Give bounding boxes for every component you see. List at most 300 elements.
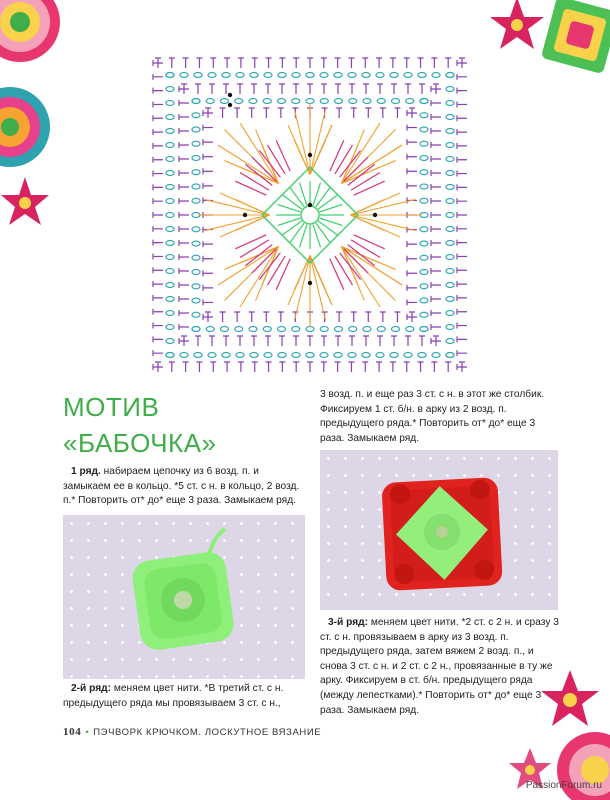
chart-fan-stitch <box>294 109 310 174</box>
chart-stitch-symbol <box>192 284 200 289</box>
chart-stitch-symbol <box>279 336 285 346</box>
row3-label: 3-й ряд: <box>328 617 369 628</box>
chart-stitch-symbol <box>263 99 271 104</box>
row1-label: 1 ряд. <box>71 466 101 477</box>
chart-stitch-symbol <box>166 353 174 358</box>
chart-stitch-symbol <box>169 362 175 372</box>
chart-stitch-symbol <box>179 268 189 274</box>
chart-stitch-symbol <box>234 312 240 322</box>
chart-stitch-symbol <box>320 99 328 104</box>
chart-stitch-symbol <box>406 327 414 332</box>
chart-stitch-symbol <box>349 99 357 104</box>
chart-stitch-symbol <box>196 362 202 372</box>
chart-stitch-symbol <box>307 362 313 372</box>
chart-stitch-symbol <box>166 87 174 92</box>
chart-stitch-symbol <box>420 312 428 317</box>
chart-stitch-symbol <box>407 154 417 160</box>
chart-stitch-symbol <box>306 327 314 332</box>
chart-stitch-symbol <box>394 108 400 118</box>
chart-stitch-symbol <box>404 73 412 78</box>
chart-stitch-symbol <box>237 336 243 346</box>
chart-stitch-symbol <box>223 84 229 94</box>
chart-stitch-symbol <box>431 142 441 148</box>
chart-stitch-symbol <box>392 327 400 332</box>
chart-stitch-symbol <box>349 84 355 94</box>
row1-instructions <box>63 465 305 509</box>
chart-stitch-symbol <box>457 323 467 329</box>
chart-stitch-symbol <box>431 310 441 316</box>
chart-stitch-symbol <box>306 99 314 104</box>
chart-stitch-symbol <box>292 327 300 332</box>
chart-stitch-symbol <box>166 73 174 78</box>
row2-text: меняем цвет нити. *В третий ст. с н. предыдущего ряда мы провязываем 3 ст. с н., <box>63 683 284 709</box>
watermark: PassionForum.ru <box>525 780 602 791</box>
chart-stitch-symbol <box>208 353 216 358</box>
chart-stitch-symbol <box>320 73 328 78</box>
chart-stitch-symbol <box>407 125 417 131</box>
chart-stitch-symbol <box>363 327 371 332</box>
chart-stitch-symbol <box>377 99 385 104</box>
chart-start-dot <box>308 203 312 207</box>
chart-stitch-symbol <box>293 362 299 372</box>
chart-stitch-symbol <box>446 157 454 162</box>
chart-stitch-symbol <box>420 141 428 146</box>
chart-stitch-symbol <box>153 253 163 259</box>
chart-stitch-symbol <box>179 296 189 302</box>
chart-stitch-symbol <box>195 336 201 346</box>
chart-stitch-symbol <box>446 115 454 120</box>
chart-stitch-symbol <box>457 74 467 80</box>
chart-stitch-symbol <box>377 327 385 332</box>
chart-stitch-symbol <box>407 183 417 189</box>
chart-stitch-symbol <box>222 73 230 78</box>
chart-stitch-symbol <box>166 157 174 162</box>
chart-stitch-symbol <box>348 73 356 78</box>
chart-stitch-symbol <box>457 267 467 273</box>
chart-stitch-symbol <box>306 73 314 78</box>
chart-stitch-symbol <box>203 256 213 262</box>
chart-stitch-symbol <box>179 254 189 260</box>
motif-title-line1: МОТИВ <box>63 392 160 422</box>
chart-stitch-symbol <box>407 139 417 145</box>
chart-stitch-symbol <box>432 73 440 78</box>
page-footer <box>63 726 321 738</box>
chart-stitch-symbol <box>153 336 163 342</box>
chart-stitch-symbol <box>192 127 200 132</box>
chart-stitch-symbol <box>431 254 441 260</box>
chart-stitch-symbol <box>420 156 428 161</box>
chart-stitch-symbol <box>457 240 467 246</box>
chart-stitch-symbol <box>376 73 384 78</box>
chart-stitch-symbol <box>420 99 428 104</box>
chart-stitch-symbol <box>153 350 163 356</box>
chart-petal-stitch <box>235 181 266 195</box>
chart-stitch-symbol <box>266 362 272 372</box>
chart-stitch-symbol <box>192 113 200 118</box>
chart-stitch-symbol <box>363 99 371 104</box>
chart-stitch-symbol <box>418 58 424 68</box>
chart-stitch-symbol <box>363 336 369 346</box>
chart-stitch-symbol <box>179 310 189 316</box>
chart-stitch-symbol <box>321 84 327 94</box>
row3-text: меняем цвет нити. *2 ст. с 2 н. и сразу 3 ст. с н. провязываем в арку из 3 возд. п. предыдущего ряда, затем вяжем 2 возд. п., и снова 3 ст. с н. и 2 ст. с 2 н., провязанные в ту же арку. Фиксируем в ст. б/н. предыдущего ряда (между лепестками).* Повторить от* до* еще 3 раза. Замыкаем ряд. <box>320 617 559 716</box>
chart-stitch-symbol <box>203 285 213 291</box>
chart-stitch-symbol <box>431 362 437 372</box>
chart-stitch-symbol <box>194 353 202 358</box>
chart-stitch-symbol <box>307 84 313 94</box>
chart-stitch-symbol <box>196 58 202 68</box>
chart-stitch-symbol <box>293 336 299 346</box>
chart-stitch-symbol <box>446 199 454 204</box>
chart-stitch-symbol <box>192 99 200 104</box>
chart-stitch-symbol <box>321 336 327 346</box>
chart-stitch-symbol <box>278 353 286 358</box>
chart-stitch-symbol <box>380 108 386 118</box>
chart-stitch-symbol <box>263 327 271 332</box>
chart-stitch-symbol <box>407 299 417 305</box>
chart-stitch-symbol <box>420 284 428 289</box>
chart-stitch-symbol <box>394 312 400 322</box>
chart-petal-stitch <box>354 181 385 195</box>
chart-stitch-symbol <box>391 84 397 94</box>
chart-start-dot <box>373 213 377 217</box>
chart-stitch-symbol <box>336 312 342 322</box>
chart-stitch-symbol <box>179 282 189 288</box>
chart-stitch-symbol <box>446 297 454 302</box>
chart-fan-stitch <box>310 109 326 174</box>
chart-stitch-symbol <box>457 157 467 163</box>
chart-stitch-symbol <box>250 353 258 358</box>
chart-stitch-symbol <box>153 101 163 107</box>
chart-stitch-symbol <box>457 253 467 259</box>
chart-fan-stitch <box>310 256 332 306</box>
chart-stitch-symbol <box>446 185 454 190</box>
chart-stitch-symbol <box>457 171 467 177</box>
chart-stitch-symbol <box>203 168 213 174</box>
chart-stitch-symbol <box>153 323 163 329</box>
decorative-flower-left-small <box>0 165 55 240</box>
chart-stitch-symbol <box>407 285 417 291</box>
decorative-flower-top-left <box>0 0 80 90</box>
chart-stitch-symbol <box>153 171 163 177</box>
chart-stitch-symbol <box>278 73 286 78</box>
chart-stitch-symbol <box>376 58 382 68</box>
chart-stitch-symbol <box>153 74 163 80</box>
decorative-flower-top-right <box>485 0 610 90</box>
chart-stitch-symbol <box>457 184 467 190</box>
chart-stitch-symbol <box>457 212 467 218</box>
chart-stitch-symbol <box>252 58 258 68</box>
chart-stitch-symbol <box>446 325 454 330</box>
chart-stitch-symbol <box>292 353 300 358</box>
chart-stitch-symbol <box>457 129 467 135</box>
chart-start-dot <box>308 281 312 285</box>
chart-stitch-symbol <box>431 240 441 246</box>
footer-separator: • <box>85 727 90 738</box>
chart-stitch-symbol <box>420 270 428 275</box>
chart-stitch-symbol <box>431 324 441 330</box>
chart-stitch-symbol <box>446 311 454 316</box>
chart-stitch-symbol <box>404 58 410 68</box>
chart-stitch-symbol <box>153 143 163 149</box>
chart-stitch-symbol <box>420 298 428 303</box>
chart-stitch-symbol <box>420 113 428 118</box>
chart-stitch-symbol <box>419 84 425 94</box>
chart-fan-stitch <box>220 215 270 237</box>
chart-stitch-symbol <box>334 353 342 358</box>
chart-stitch-symbol <box>457 88 467 94</box>
chart-stitch-symbol <box>404 362 410 372</box>
chart-stitch-symbol <box>446 255 454 260</box>
chart-fan-stitch <box>351 215 416 231</box>
chart-stitch-symbol <box>431 58 437 68</box>
chart-petal-stitch <box>276 140 290 171</box>
chart-stitch-symbol <box>153 240 163 246</box>
chart-stitch-symbol <box>179 100 189 106</box>
chart-stitch-symbol <box>292 73 300 78</box>
chart-stitch-symbol <box>251 84 257 94</box>
row3-instructions <box>320 616 560 718</box>
chart-stitch-symbol <box>446 73 454 78</box>
chart-stitch-symbol <box>249 99 257 104</box>
chart-start-dot <box>228 93 232 97</box>
chart-stitch-symbol <box>153 281 163 287</box>
green-square-motif <box>63 515 305 679</box>
chart-stitch-symbol <box>263 108 269 118</box>
row1-text: набираем цепочку из 6 возд. п. и замыкаем ее в кольцо. *5 ст. с н. в кольцо, 2 возд. п.* Повторить от* до* еще 3 раза. Замыкаем ряд. <box>63 466 300 507</box>
chart-stitch-symbol <box>336 108 342 118</box>
chart-stitch-symbol <box>251 336 257 346</box>
chart-stitch-symbol <box>320 353 328 358</box>
chart-stitch-symbol <box>166 297 174 302</box>
chart-stitch-symbol <box>192 227 200 232</box>
chart-stitch-symbol <box>279 58 285 68</box>
chart-stitch-symbol <box>166 115 174 120</box>
chart-stitch-symbol <box>221 327 229 332</box>
chart-stitch-symbol <box>264 353 272 358</box>
chart-stitch-symbol <box>457 198 467 204</box>
chart-stitch-symbol <box>179 142 189 148</box>
chart-stitch-symbol <box>431 100 441 106</box>
chart-stitch-symbol <box>445 58 451 68</box>
chart-stitch-symbol <box>362 362 368 372</box>
chart-fan-stitch <box>310 125 332 175</box>
photo-row3-butterfly <box>320 450 558 610</box>
chart-stitch-symbol <box>431 268 441 274</box>
chart-petal-stitch <box>330 259 344 290</box>
chart-stitch-symbol <box>321 362 327 372</box>
chart-stitch-symbol <box>335 58 341 68</box>
chart-stitch-symbol <box>431 212 441 218</box>
chart-stitch-symbol <box>265 336 271 346</box>
chart-start-dot <box>308 153 312 157</box>
chart-stitch-symbol <box>420 241 428 246</box>
chart-stitch-symbol <box>365 108 371 118</box>
chart-stitch-symbol <box>335 336 341 346</box>
chart-stitch-symbol <box>362 353 370 358</box>
chart-stitch-symbol <box>334 73 342 78</box>
chart-stitch-symbol <box>194 73 202 78</box>
chart-petal-stitch <box>330 140 344 171</box>
chart-stitch-symbol <box>192 298 200 303</box>
chart-stitch-symbol <box>153 212 163 218</box>
chart-stitch-symbol <box>166 311 174 316</box>
chart-stitch-symbol <box>224 58 230 68</box>
chart-stitch-symbol <box>264 73 272 78</box>
chart-stitch-symbol <box>153 295 163 301</box>
chart-stitch-symbol <box>236 73 244 78</box>
chart-stitch-symbol <box>407 241 417 247</box>
chart-stitch-symbol <box>249 312 255 322</box>
chart-fan-stitch <box>351 193 401 215</box>
chart-stitch-symbol <box>380 312 386 322</box>
chart-stitch-symbol <box>236 353 244 358</box>
chart-stitch-symbol <box>166 101 174 106</box>
chart-stitch-symbol <box>390 353 398 358</box>
chart-stitch-symbol <box>209 336 215 346</box>
chart-stitch-symbol <box>221 99 229 104</box>
chart-stitch-symbol <box>179 128 189 134</box>
chart-stitch-symbol <box>192 198 200 203</box>
chart-stitch-symbol <box>404 353 412 358</box>
chart-stitch-symbol <box>192 241 200 246</box>
chart-stitch-symbol <box>420 227 428 232</box>
chart-stitch-symbol <box>446 353 454 358</box>
chart-stitch-symbol <box>390 362 396 372</box>
chart-stitch-symbol <box>376 353 384 358</box>
chart-stitch-symbol <box>457 226 467 232</box>
chart-stitch-symbol <box>405 84 411 94</box>
chart-stitch-symbol <box>179 226 189 232</box>
book-title: ПЭЧВОРК КРЮЧКОМ. ЛОСКУТНОЕ ВЯЗАНИЕ <box>93 727 322 738</box>
chart-stitch-symbol <box>376 362 382 372</box>
chart-stitch-symbol <box>166 199 174 204</box>
chart-stitch-symbol <box>166 129 174 134</box>
chart-start-dot <box>228 103 232 107</box>
chart-stitch-symbol <box>457 281 467 287</box>
chart-stitch-symbol <box>252 362 258 372</box>
chart-stitch-symbol <box>166 143 174 148</box>
chart-stitch-symbol <box>407 168 417 174</box>
chart-stitch-symbol <box>166 227 174 232</box>
chart-stitch-symbol <box>179 198 189 204</box>
chart-stitch-symbol <box>180 353 188 358</box>
chart-stitch-symbol <box>445 362 451 372</box>
chart-stitch-symbol <box>418 73 426 78</box>
chart-stitch-symbol <box>153 267 163 273</box>
chart-stitch-symbol <box>220 312 226 322</box>
row2-label: 2-й ряд: <box>71 683 112 694</box>
chart-stitch-symbol <box>180 73 188 78</box>
chart-stitch-symbol <box>390 73 398 78</box>
chart-stitch-symbol <box>431 226 441 232</box>
chart-stitch-symbol <box>234 108 240 118</box>
chart-stitch-symbol <box>407 256 417 262</box>
chart-stitch-symbol <box>377 84 383 94</box>
chart-stitch-symbol <box>222 353 230 358</box>
chart-stitch-symbol <box>249 327 257 332</box>
chart-stitch-symbol <box>278 312 284 322</box>
chart-stitch-symbol <box>446 339 454 344</box>
chart-stitch-symbol <box>405 336 411 346</box>
chart-stitch-symbol <box>192 327 200 332</box>
chart-stitch-symbol <box>278 108 284 118</box>
chart-stitch-symbol <box>446 283 454 288</box>
chart-stitch-symbol <box>192 270 200 275</box>
chart-stitch-symbol <box>420 198 428 203</box>
chart-stitch-symbol <box>392 99 400 104</box>
chart-stitch-symbol <box>237 84 243 94</box>
chart-stitch-symbol <box>446 129 454 134</box>
chart-stitch-symbol <box>419 336 425 346</box>
chart-start-dot <box>243 213 247 217</box>
chart-stitch-symbol <box>362 58 368 68</box>
page-number: 104 <box>63 726 82 738</box>
chart-stitch-symbol <box>457 143 467 149</box>
chart-stitch-symbol <box>420 170 428 175</box>
chart-stitch-symbol <box>292 99 300 104</box>
chart-fan-stitch <box>204 199 269 215</box>
chart-stitch-symbol <box>293 84 299 94</box>
chart-stitch-symbol <box>351 108 357 118</box>
chart-stitch-symbol <box>249 108 255 118</box>
chart-stitch-symbol <box>166 269 174 274</box>
chart-petal-stitch <box>276 259 290 290</box>
chart-stitch-symbol <box>192 312 200 317</box>
chart-stitch-symbol <box>431 184 441 190</box>
chart-stitch-symbol <box>203 139 213 145</box>
chart-stitch-symbol <box>166 255 174 260</box>
chart-stitch-symbol <box>179 114 189 120</box>
chart-stitch-symbol <box>431 282 441 288</box>
chart-stitch-symbol <box>279 362 285 372</box>
chart-stitch-symbol <box>153 115 163 121</box>
chart-stitch-symbol <box>431 114 441 120</box>
chart-stitch-symbol <box>335 84 341 94</box>
chart-stitch-symbol <box>192 141 200 146</box>
chart-stitch-symbol <box>153 309 163 315</box>
chart-stitch-symbol <box>179 212 189 218</box>
chart-stitch-symbol <box>351 312 357 322</box>
chart-stitch-symbol <box>446 213 454 218</box>
chart-fan-stitch <box>351 199 416 215</box>
chart-stitch-symbol <box>431 156 441 162</box>
chart-stitch-symbol <box>179 170 189 176</box>
chart-stitch-symbol <box>348 353 356 358</box>
chart-stitch-symbol <box>153 157 163 163</box>
chart-stitch-symbol <box>446 227 454 232</box>
chart-fan-stitch <box>204 215 269 231</box>
butterfly-motif <box>320 450 558 610</box>
chart-stitch-symbol <box>457 115 467 121</box>
chart-stitch-symbol <box>390 58 396 68</box>
row2-continued: 3 возд. п. и еще раз 3 ст. с н. в этот же столбик. Фиксируем 1 ст. б/н. в арку из 2 возд. п. предыдущего ряда.* Повторить от* до* еще 3 раза. Замыкаем ряд. <box>320 389 545 444</box>
chart-stitch-symbol <box>363 84 369 94</box>
chart-stitch-symbol <box>183 58 189 68</box>
chart-stitch-symbol <box>457 295 467 301</box>
chart-stitch-symbol <box>348 362 354 372</box>
chart-stitch-symbol <box>446 241 454 246</box>
chart-stitch-symbol <box>183 362 189 372</box>
chart-stitch-symbol <box>192 184 200 189</box>
chart-stitch-symbol <box>263 312 269 322</box>
chart-stitch-symbol <box>209 84 215 94</box>
chart-fan-stitch <box>294 256 310 321</box>
chart-stitch-symbol <box>432 353 440 358</box>
chart-stitch-symbol <box>446 143 454 148</box>
chart-stitch-symbol <box>278 99 286 104</box>
chart-stitch-symbol <box>431 128 441 134</box>
